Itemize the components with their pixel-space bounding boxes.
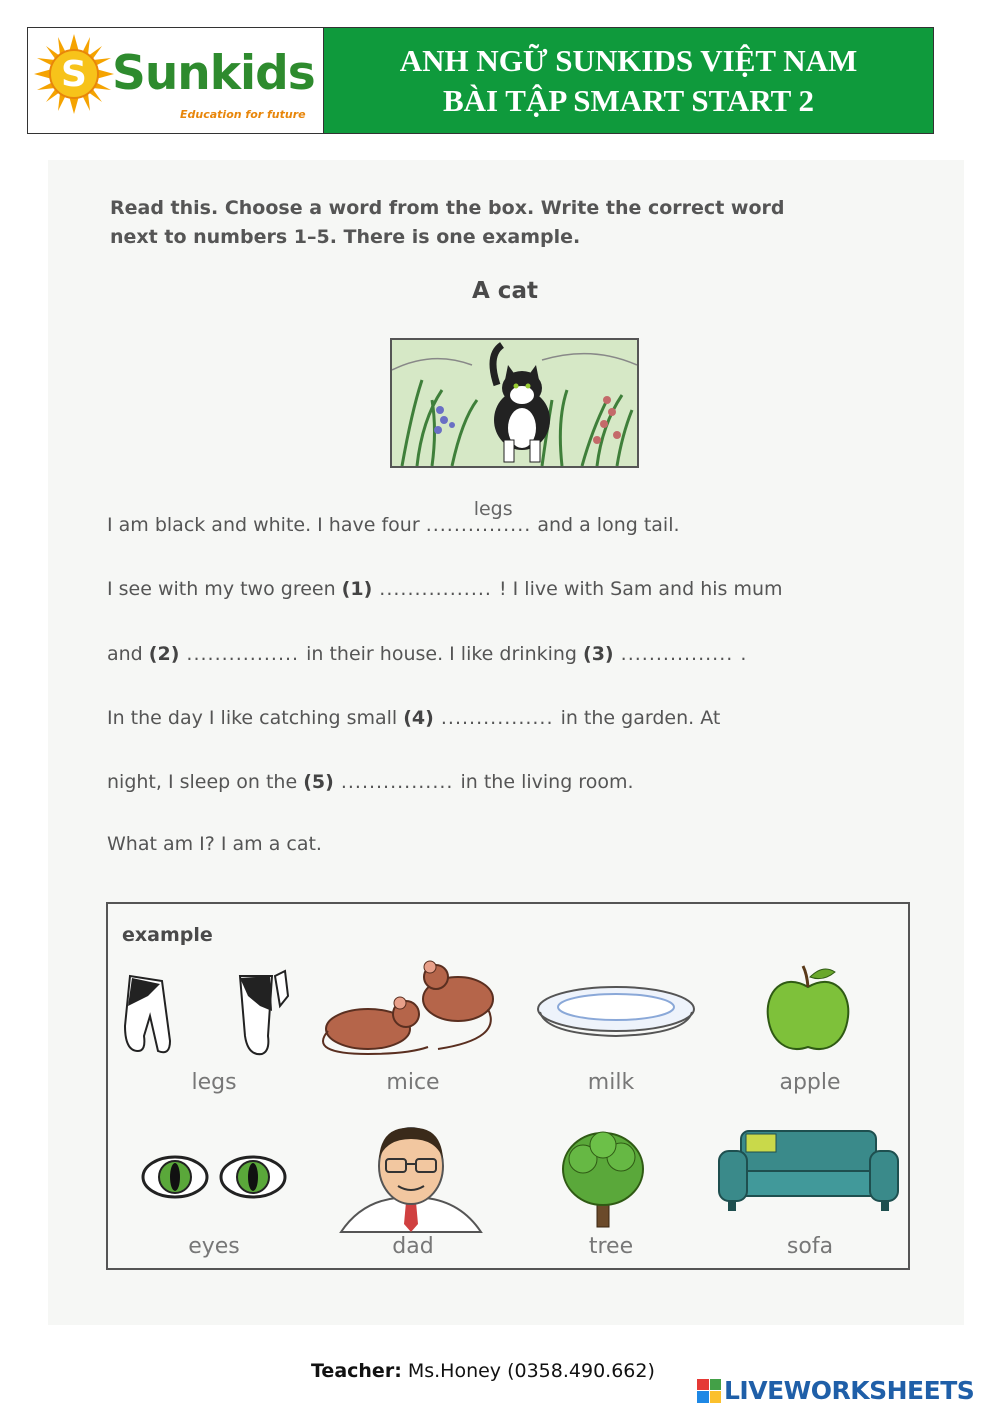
liveworksheets-wordmark: LIVEWORKSHEETS: [724, 1376, 975, 1405]
example-answer: legs: [473, 498, 513, 520]
word-apple: apple: [779, 1070, 841, 1095]
word-tree: tree: [588, 1234, 634, 1259]
instruction-line-2: next to numbers 1–5. There is one example.: [110, 226, 581, 248]
logo-word: Sunkids: [112, 46, 315, 101]
blank-number-1: (1): [341, 578, 373, 600]
word-box-label: example: [122, 924, 213, 946]
logo-tagline: Education for future: [180, 108, 306, 121]
mice-icon: [318, 959, 503, 1059]
eyes-icon: [140, 1152, 290, 1202]
title-line-1: ANH NGỮ SUNKIDS VIỆT NAM: [399, 42, 858, 78]
answer-blank-5[interactable]: ................: [333, 771, 461, 793]
answer-blank-3[interactable]: ................: [613, 643, 741, 665]
liveworksheets-brand: [697, 1376, 974, 1405]
dad-icon: [336, 1124, 486, 1234]
liveworksheets-logo-icon: [697, 1379, 721, 1403]
word-sofa: sofa: [786, 1234, 834, 1259]
teacher-label: Teacher:: [311, 1360, 402, 1382]
word-dad: dad: [392, 1234, 434, 1259]
blank-number-3: (3): [583, 643, 614, 665]
word-box: [106, 902, 910, 1270]
sofa-icon: [716, 1126, 901, 1216]
cat-in-grass-icon: [392, 340, 637, 466]
teacher-name: Ms.Honey (0358.490.662): [401, 1360, 655, 1382]
apple-icon: [763, 962, 853, 1057]
header-banner: [27, 27, 934, 134]
logo-letter: S: [61, 54, 87, 95]
blank-number-5: (5): [303, 771, 334, 793]
instructions: [110, 194, 910, 252]
blank-number-4: (4): [403, 707, 434, 729]
legs-icon: [120, 966, 305, 1066]
instruction-line-1: Read this. Choose a word from the box. Write the correct word: [110, 197, 785, 219]
answer-blank-4[interactable]: ................: [433, 707, 561, 729]
title-panel: [324, 28, 933, 133]
teacher-credit: [311, 1360, 655, 1382]
story-line-3: In the day I like catching small (4) ................ in the garden. At: [107, 707, 721, 729]
sunkids-logo: [28, 28, 324, 133]
word-legs: legs: [191, 1070, 237, 1095]
tree-icon: [553, 1129, 653, 1229]
story-line-1: I see with my two green (1) ................ ! I live with Sam and his mum: [107, 578, 783, 600]
story-line-4: night, I sleep on the (5) ................ in the living room.: [107, 771, 634, 793]
story-line-5: What am I? I am a cat.: [107, 833, 322, 855]
word-milk: milk: [587, 1070, 635, 1095]
word-eyes: eyes: [188, 1234, 240, 1259]
word-mice: mice: [386, 1070, 440, 1095]
story-title: A cat: [472, 278, 538, 304]
title-line-2: BÀI TẬP SMART START 2: [442, 82, 815, 118]
story-line-0: I am black and white. I have four ............... legs and a long tail.: [107, 498, 680, 536]
sun-logo-icon: [34, 34, 114, 114]
example-answer-blank: ............... legs: [425, 498, 532, 536]
cat-illustration: [390, 338, 639, 468]
answer-blank-2[interactable]: ................: [179, 643, 307, 665]
blank-number-2: (2): [148, 643, 180, 665]
answer-blank-1[interactable]: ................: [372, 578, 499, 600]
story-line-2: and (2) ................ in their house. I like drinking (3) ................ .: [107, 643, 747, 665]
milk-icon: [526, 984, 706, 1044]
